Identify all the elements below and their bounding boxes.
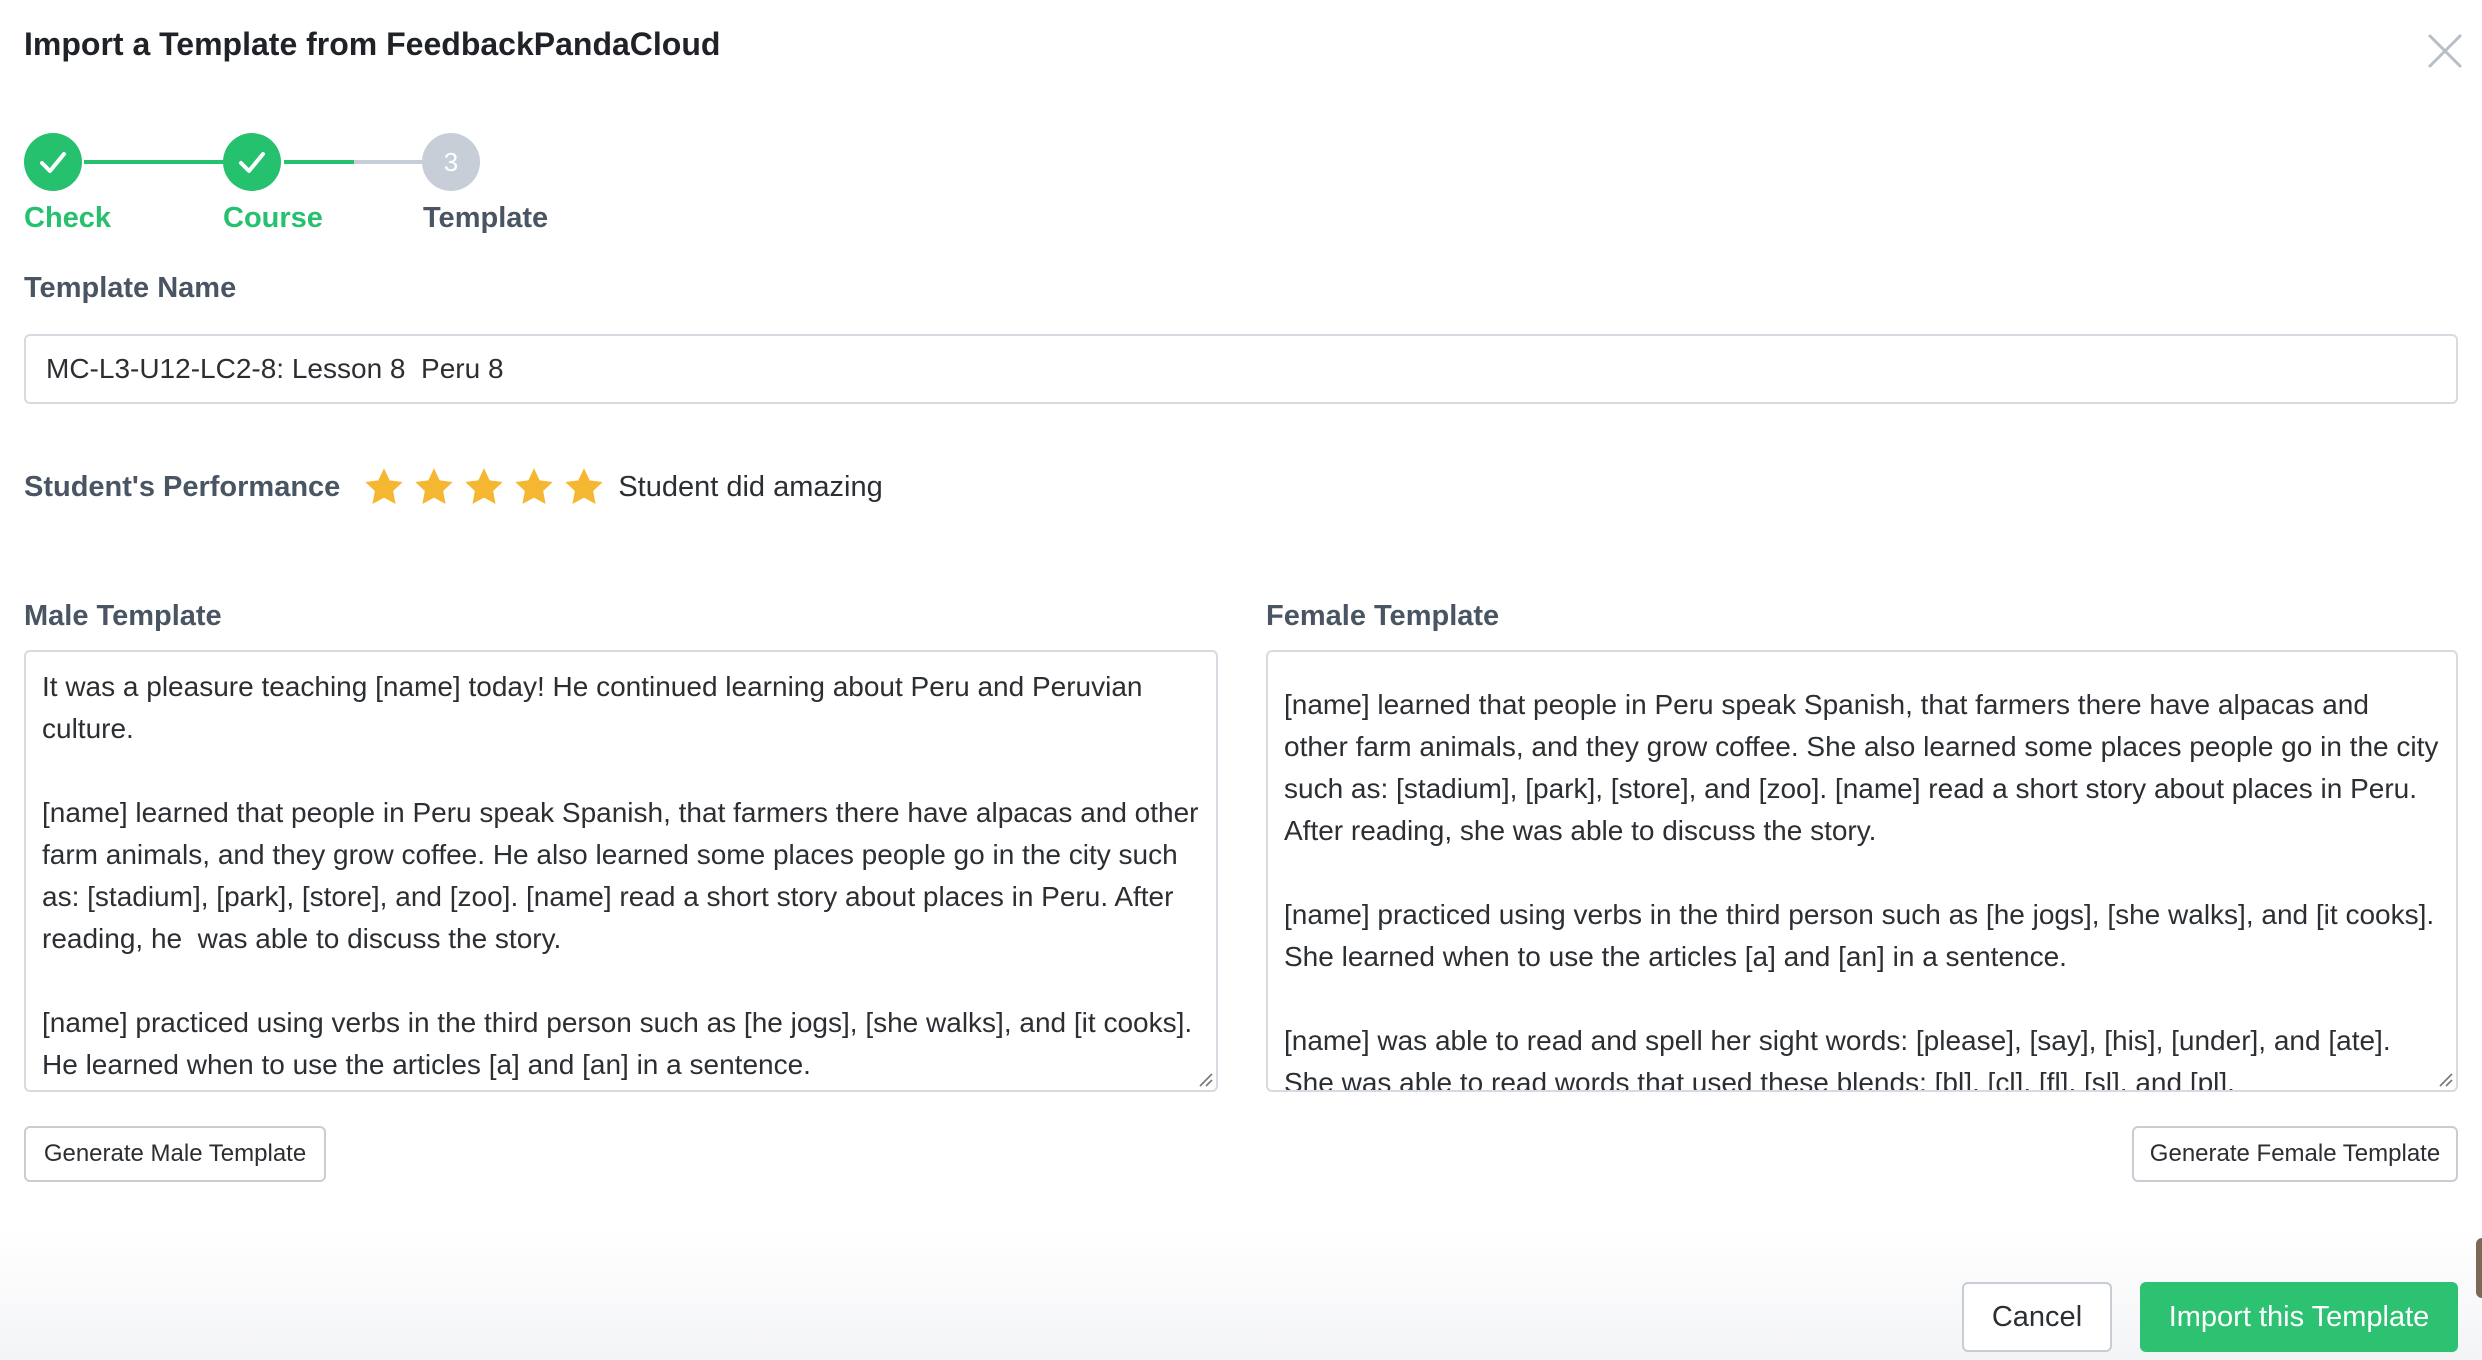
step-check-circle (24, 133, 82, 191)
female-template-label: Female Template (1266, 600, 1500, 632)
step-course-label: Course (223, 202, 323, 234)
stepper (0, 0, 700, 260)
step-connector-2 (284, 160, 354, 164)
star-icon[interactable] (362, 465, 406, 509)
performance-label: Student's Performance (24, 470, 341, 503)
male-template-textarea[interactable] (24, 650, 1218, 1092)
step-template-label: Template (423, 202, 549, 234)
generate-male-template-button[interactable]: Generate Male Template (24, 1126, 326, 1182)
template-name-input[interactable] (24, 334, 2458, 404)
partial-avatar (2476, 1238, 2482, 1298)
resize-grip-icon[interactable] (2436, 1070, 2454, 1088)
step-course-circle (223, 133, 281, 191)
star-icon[interactable] (512, 465, 556, 509)
step-connector-1 (84, 160, 226, 164)
template-name-label: Template Name (24, 272, 237, 304)
close-icon[interactable] (2418, 24, 2472, 78)
step-connector-2-remaining (354, 160, 424, 164)
male-template-label: Male Template (24, 600, 222, 632)
cancel-button[interactable]: Cancel (1962, 1282, 2112, 1352)
step-check-label: Check (24, 202, 112, 234)
dialog-title: Import a Template from FeedbackPandaCloud (24, 26, 721, 62)
female-template-textarea[interactable] (1266, 650, 2458, 1092)
checkmark-icon (235, 145, 269, 179)
generate-female-template-button[interactable]: Generate Female Template (2132, 1126, 2458, 1182)
star-rating[interactable] (362, 465, 612, 509)
resize-grip-icon[interactable] (1196, 1070, 1214, 1088)
import-template-button[interactable]: Import this Template (2140, 1282, 2458, 1352)
step-template-circle: 3 (422, 133, 480, 191)
star-icon[interactable] (412, 465, 456, 509)
star-icon[interactable] (462, 465, 506, 509)
star-icon[interactable] (562, 465, 606, 509)
checkmark-icon (36, 145, 70, 179)
performance-text: Student did amazing (618, 470, 883, 503)
student-performance (24, 462, 883, 512)
